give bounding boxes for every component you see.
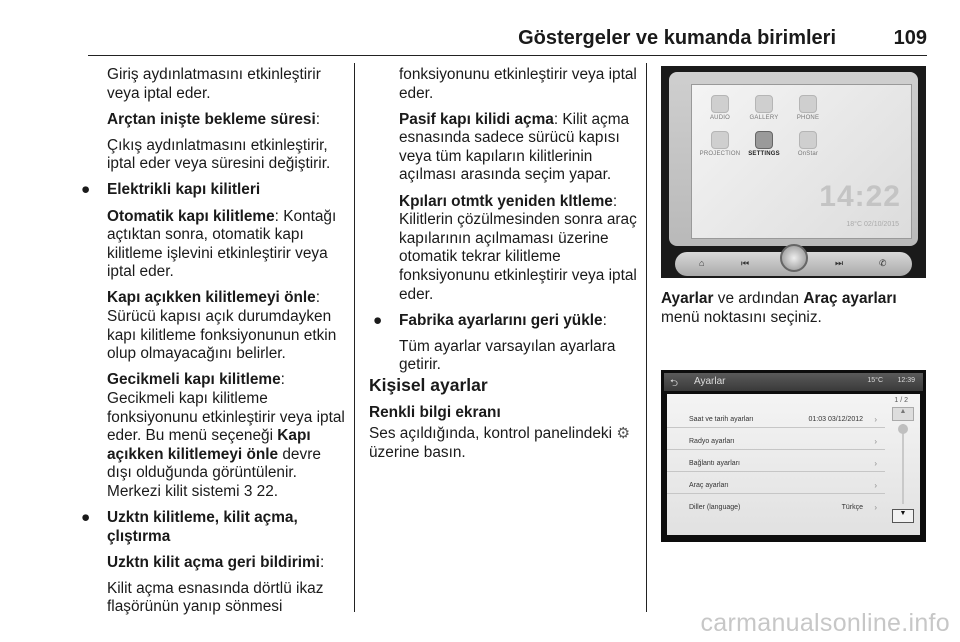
clock-display: 14:22 — [819, 180, 901, 213]
settings-row[interactable]: Diller (language) Türkçe › — [689, 503, 877, 512]
paragraph: Kapı açıkken kilitlemeyi önle: Sürücü kapısı açık durumdayken kapı kilitleme fonksiyonunun etkin olup olmayacağını belirler. — [107, 289, 337, 363]
column-divider-left — [354, 63, 355, 612]
scrollbar-thumb[interactable] — [898, 424, 908, 434]
volume-knob[interactable] — [780, 244, 808, 272]
figure-caption: Ayarlar ve ardından Araç ayarları menü noktasını seçiniz. — [661, 290, 897, 326]
paragraph: Otomatik kapı kilitleme: Kontağı açtıktan sonra, otomatik kapı kilitleme işlevini etkinleştirir veya iptal eder. — [107, 207, 337, 281]
phone-app-icon[interactable]: PHONE — [786, 95, 830, 121]
page-header-title: Göstergeler ve kumanda birimleri — [518, 27, 836, 49]
list-item — [373, 311, 637, 375]
settings-list — [667, 394, 920, 535]
control-bar — [675, 252, 912, 276]
page-indicator: 1 / 2 — [894, 397, 908, 404]
settings-row-vehicle[interactable]: Araç ayarları › — [667, 476, 885, 494]
paragraph: Kpıları otmtk yeniden kltleme: Kilitlerin çözülmesinden sonra araç kapılarının açılmaması üzerine otomatik tekrar kilitleme fonksiyonunu etkinleştirir veya iptal eder. — [399, 192, 637, 303]
paragraph: Arçtan inişte bekleme süresi: — [107, 110, 321, 128]
chevron-right-icon: › — [874, 459, 877, 468]
paragraph: Ses açıldığında, kontrol panelindeki ⚙ üzerine basın. — [369, 425, 631, 461]
bullet: ● — [373, 311, 383, 329]
watermark: carmanualsonline.info — [700, 609, 950, 637]
screen-bezel — [669, 72, 918, 246]
phone-button[interactable]: ✆ — [879, 258, 887, 268]
chevron-right-icon: › — [874, 481, 877, 490]
list-item-title: Fabrika ayarlarını geri yükle: — [399, 311, 607, 329]
back-icon[interactable]: ⮌ — [670, 378, 679, 389]
settings-title: Ayarlar — [694, 376, 726, 387]
chevron-right-icon: › — [874, 437, 877, 446]
page-number: 109 — [893, 27, 927, 49]
column-1 — [81, 66, 347, 624]
paragraph: Tüm ayarlar varsayılan ayarlara getirir. — [399, 337, 616, 374]
paragraph: Çıkış aydınlatmasını etkinleştirir, iptal eder veya süresini değiştirir. — [107, 136, 331, 173]
home-button[interactable]: ⌂ — [699, 258, 705, 268]
settings-app-icon[interactable]: SETTINGS — [742, 131, 786, 157]
gallery-app-icon[interactable]: GALLERY — [742, 95, 786, 121]
section-heading: Kişisel ayarlar — [369, 375, 488, 395]
bullet: ● — [81, 181, 91, 199]
projection-app-icon[interactable]: PROJECTION — [698, 131, 742, 157]
paragraph: Gecikmeli kapı kilitleme: Gecikmeli kapı kilitleme fonksiyonunu etkinleştirir veya iptal eder. Bu menü seçeneği Kapı açıkken kilitlemeyi önle devre dışı olduğunda görüntülenir. Merkezi kilit sistemi 3 22. — [107, 371, 345, 500]
scrollbar-track[interactable] — [902, 424, 904, 504]
paragraph: Pasif kapı kilidi açma: Kilit açma esnasında sadece sürücü kapısı veya tüm kapıların kilitlerinin açılması arasında seçim yapar. — [399, 110, 630, 184]
settings-title-bar — [664, 373, 923, 391]
column-divider-right — [646, 63, 647, 612]
temperature: 15°C — [867, 377, 883, 384]
settings-menu-figure — [661, 370, 926, 542]
paragraph: Giriş aydınlatmasını etkinleştirir veya iptal eder. — [107, 66, 321, 102]
paragraph: Uzktn kilit açma geri bildirimi: — [107, 553, 325, 571]
home-screen — [691, 84, 912, 239]
subsection-heading: Renkli bilgi ekranı — [369, 403, 501, 421]
paragraph: Kilit açma esnasında dörtlü ikaz flaşörünün yanıp sönmesi — [107, 579, 324, 616]
column-2 — [373, 66, 637, 382]
list-item — [81, 508, 347, 617]
settings-row[interactable]: Bağlantı ayarları › — [667, 454, 885, 472]
settings-row[interactable]: Radyo ayarları › — [667, 432, 885, 450]
settings-icon: ⚙ — [616, 425, 631, 443]
next-button[interactable]: ⏭ — [835, 258, 844, 268]
chevron-right-icon: › — [874, 503, 877, 512]
page-reference-link[interactable]: 3 22. — [243, 482, 279, 500]
scroll-down-button[interactable]: ▼ — [892, 509, 914, 523]
infotainment-home-figure — [661, 66, 926, 278]
onstar-app-icon[interactable]: OnStar — [786, 131, 830, 157]
paragraph: fonksiyonunu etkinleştirir veya iptal eder. — [399, 66, 637, 102]
header-rule — [88, 55, 927, 56]
scroll-up-button[interactable]: ▲ — [892, 407, 914, 421]
chevron-right-icon: › — [874, 415, 877, 424]
setting-title: Arçtan inişte bekleme süresi — [107, 110, 316, 128]
previous-button[interactable]: ⏮ — [741, 258, 750, 268]
audio-app-icon[interactable]: AUDIO — [698, 95, 742, 121]
settings-row[interactable]: Saat ve tarih ayarları 01:03 03/12/2012 › — [667, 410, 885, 428]
clock: 12:39 — [897, 377, 915, 384]
list-item-title: Elektrikli kapı kilitleri — [107, 181, 261, 199]
bullet: ● — [81, 508, 91, 526]
temperature-date: 18°C 02/10/2015 — [846, 221, 899, 228]
list-item — [81, 181, 347, 501]
section-personal-settings — [369, 368, 639, 470]
list-item-title: Uzktn kilitleme, kilit açma, çlıştırma — [107, 508, 298, 545]
